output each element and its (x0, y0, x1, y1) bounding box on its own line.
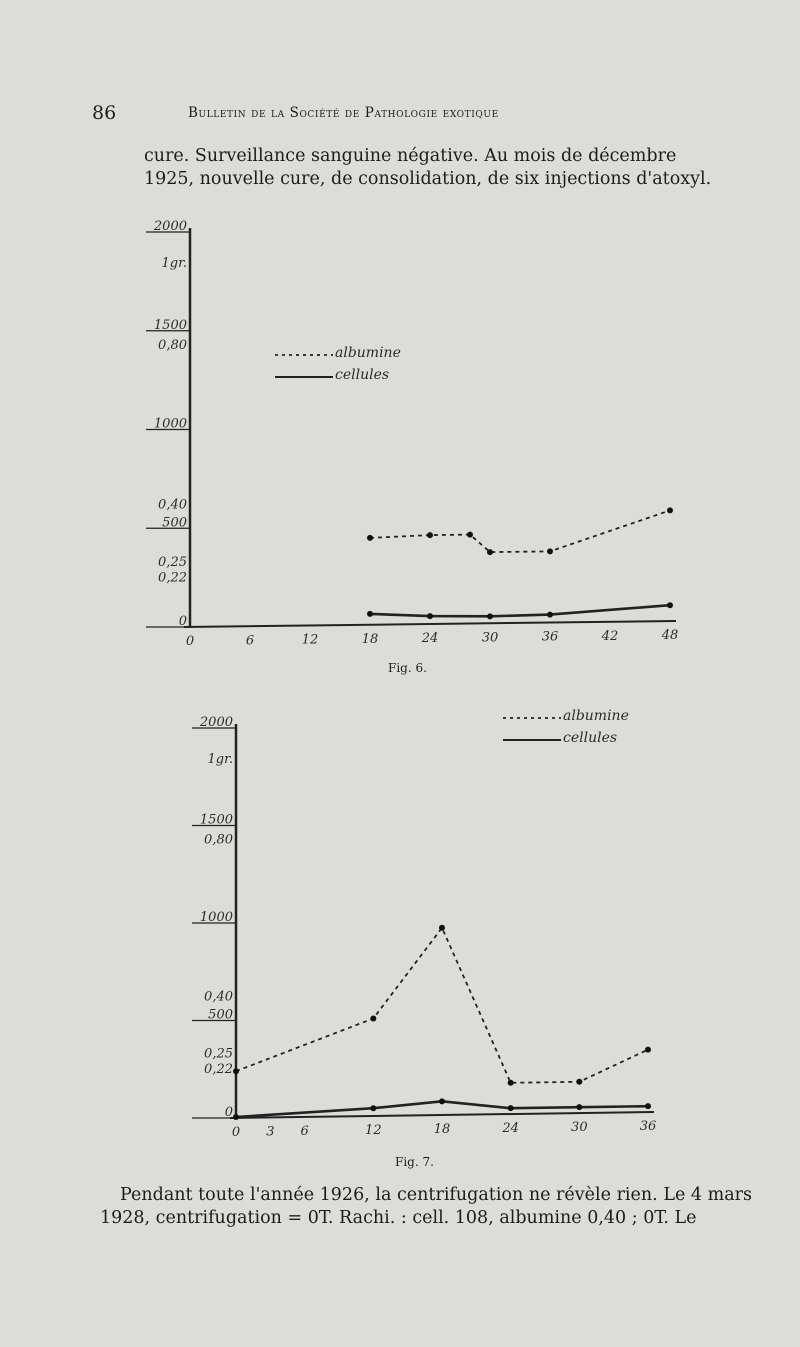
y-tick-label-albumin: 0,80 (158, 337, 187, 353)
y-tick-label-cells: 1500 (153, 317, 187, 333)
y-tick-label-cells: 0 (178, 614, 187, 629)
data-point-albumine (576, 1079, 582, 1085)
y-tick-label-cells: 2000 (153, 219, 187, 234)
y-tick-label-albumin: 0,40 (204, 989, 233, 1005)
legend-label-albumine: albumine (563, 708, 629, 724)
y-tick-label-albumin: 1gr. (161, 256, 187, 271)
y-tick-label-albumin: 0,40 (158, 497, 187, 513)
x-tick-label: 36 (541, 629, 559, 645)
y-tick-label-albumin: 0,22 (158, 570, 187, 586)
data-point-albumine (233, 1068, 239, 1074)
legend-label-cellules: cellules (563, 730, 618, 746)
series-line-albumine (236, 928, 648, 1083)
figure-6-caption: Fig. 6. (388, 661, 427, 675)
x-tick-label: 0 (231, 1125, 241, 1140)
x-tick-label: 12 (301, 632, 319, 648)
page-number: 86 (92, 102, 117, 124)
x-tick-label: 18 (433, 1122, 451, 1137)
x-tick-label: 24 (421, 631, 439, 646)
running-title: Bulletin de la Société de Pathologie exotique (188, 105, 499, 121)
x-tick-label: 3 (266, 1124, 275, 1140)
x-tick-label: 12 (365, 1123, 382, 1138)
x-tick-label: 6 (245, 633, 255, 649)
data-point-albumine (508, 1080, 514, 1086)
legend-label-cellules: cellules (335, 367, 390, 383)
data-point-albumine (439, 925, 445, 931)
x-tick-label: 42 (601, 628, 619, 644)
data-point-albumine (645, 1047, 651, 1053)
y-tick-label-cells: 1000 (153, 416, 187, 432)
y-tick-label-albumin: 1gr. (207, 752, 233, 767)
y-tick-label-cells: 1000 (199, 910, 233, 925)
data-point-cellules (370, 1105, 376, 1111)
y-tick-label-albumin: 0,25 (204, 1046, 233, 1062)
y-tick-label-cells: 1500 (199, 812, 233, 828)
data-point-albumine (370, 1016, 376, 1022)
x-tick-label: 0 (185, 634, 195, 649)
x-tick-label: 18 (361, 631, 379, 647)
x-tick-label: 30 (571, 1120, 588, 1135)
y-tick-label-albumin: 0,22 (204, 1062, 233, 1078)
x-tick-label: 48 (661, 628, 679, 643)
y-tick-label-albumin: 0,25 (158, 554, 187, 570)
legend-label-albumine: albumine (335, 345, 401, 361)
x-tick-label: 30 (481, 630, 499, 646)
y-tick-label-cells: 0 (224, 1105, 233, 1120)
data-point-cellules (439, 1098, 445, 1104)
y-tick-label-cells: 500 (162, 515, 187, 531)
paragraph-bottom: Pendant toute l'année 1926, la centrifugation ne révèle rien. Le 4 mars 1928, centrifugation = 0T. Rachi. : cell. 108, albumine 0,40 ; 0T. Le (100, 1185, 752, 1228)
y-tick-label-cells: 2000 (199, 715, 233, 730)
y-tick-label-albumin: 0,80 (204, 832, 233, 848)
paragraph-top: cure. Surveillance sanguine négative. Au mois de décembre 1925, nouvelle cure, de consolidation, de six injections d'atoxyl. (144, 146, 712, 189)
x-tick-label: 24 (502, 1121, 519, 1136)
y-tick-label-cells: 500 (208, 1007, 233, 1023)
x-tick-label: 36 (639, 1119, 657, 1134)
data-point-cellules (233, 1114, 239, 1120)
x-tick-label: 6 (300, 1124, 309, 1139)
figure-7-caption: Fig. 7. (395, 1155, 434, 1169)
data-point-cellules (576, 1104, 582, 1110)
data-point-cellules (508, 1105, 514, 1111)
data-point-cellules (645, 1103, 651, 1109)
